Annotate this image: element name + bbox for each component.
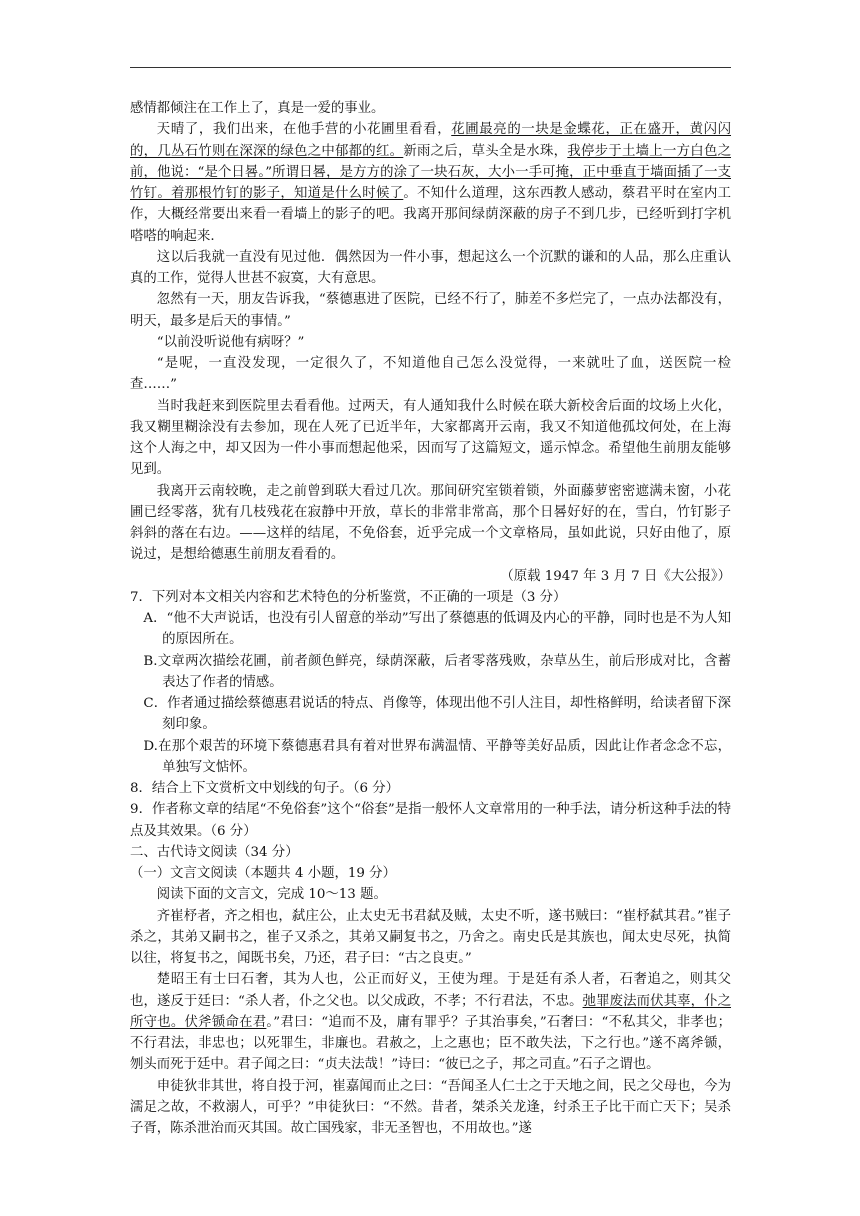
text-run: 忽然有一天，朋友告诉我，“蔡德惠进了医院，已经不行了，肺差不多烂完了，一点办法都没有，明天，最多是后天的事情。” [130,292,731,329]
paragraph [130,396,731,481]
text-run: 8．结合上下文赏析文中划线的句子。（6 分） [130,781,400,796]
paragraph [130,799,731,842]
underlined-sentence: 花圃最亮的一块是金蝶花，正在盛开，黄闪闪的，几丛石竹则在深深的绿色之中郁都的红。 [130,122,732,159]
text-run: 申徒狄非其世，将自投于河，崔嘉闻而止之曰：“吾闻圣人仁士之于天地之间，民之父母也，今为濡足之故，不救溺人，可乎？”申徒狄曰：“不然。昔者，桀杀关龙逢，纣杀王子比干而亡天下；吴杀子胥，陈杀泄治而灭其国。故亡国残家，非无圣智也，不用故也。”遂 [130,1078,731,1136]
text-run: “以前没听说他有病呀？” [156,334,305,350]
text-run: 二、古代诗文阅读（34 分） [130,844,299,860]
text-run: （原载 1947 年 3 月 7 日《大公报》） [500,568,731,584]
text-run: A．“他不大声说话，也没有引人留意的举动”写出了蔡德惠的低调及内心的平静，同时也是不为人知的原因所在。 [143,611,731,648]
text-run: D.在那个艰苦的环境下蔡德惠君具有着对世界布满温情、平静等美好品质，因此让作者念念不忘，单独写文惦怀。 [143,738,731,775]
paragraph [130,587,731,608]
paragraph [130,778,731,799]
paragraph [130,332,731,353]
paragraph [130,289,731,332]
underlined-sentence: 弛罪废法而伏其辜，仆之所守也。伏斧锧命在君 [130,993,732,1030]
text-run: 。”君曰：“追而不及，庸有罪乎？子其治事矣，”石奢曰：“不私其父，非孝也；不行君法，非忠也；以死罪生，非廉也。君赦之，上之惠也；臣不敢失法，下之行也。”遂不离斧锧，刎头而死于廷中。君子闻之曰：“贞夫法哉！”诗曰：“彼已之子，邦之司直。”石子之谓也。 [130,1014,732,1073]
paragraph [130,119,731,247]
text-run: “是呢，一直没发现，一定很久了，不知道他自己怎么没觉得，一来就吐了血，送医院一检查……” [130,356,731,393]
text-run: 楚昭王有士曰石奢，其为人也，公正而好义，王使为理。于是廷有杀人者，石奢追之，则其父也，遂反于廷曰：“杀人者，仆之父也。以父成政，不孝；不行君法，不忠。 [130,972,731,1009]
text-run: 这以后我就一直没有见过他．偶然因为一件小事，想起这么一个沉默的谦和的人品，那么庄重认真的工作，觉得人世甚不寂寞，大有意思。 [130,249,731,286]
paragraph [130,736,731,779]
paragraph [130,1076,731,1140]
header-rule [130,67,731,68]
paragraph [130,651,731,694]
text-run: 新雨之后，草头全是水珠， [403,143,568,159]
paragraph [130,608,731,651]
text-run: 我离开云南较晚，走之前曾到联大看过几次。那间研究室锁着锁，外面藤萝密密遮满未窗，小花圃已经零落，犹有几枝残花在寂静中开放，草长的非常非常高，那个日晷好好的在，雪白，竹钉影子斜斜的落在右边。——这样的结尾，不免俗套，近乎完成一个文章格局，虽如此说，只好由他了，原说过，是想给德惠生前朋友看看的。 [130,483,731,563]
text-run: 感情都倾注在工作上了，真是一爱的事业。 [130,101,385,116]
paragraph [130,842,731,863]
text-run: 7．下列对本文相关内容和艺术特色的分析鉴赏，不正确的一项是（3 分） [130,589,567,605]
text-run: 。不知什么道理，这东西教人感动，蔡君平时在室内工作，大概经常要出来看一看墙上的影子的吧。我离开那间绿荫深蔽的房子不到几步，已经听到打字机嗒嗒的响起来. [130,186,732,244]
exam-page-text [130,98,731,1139]
paragraph [130,353,731,396]
text-run: 当时我赶来到医院里去看看他。过两天，有人通知我什么时候在联大新校舍后面的坟场上火化，我又糊里糊涂没有去参加，现在人死了已近半年，大家都离开云南，我又不知道他孤坟何处，在上海这个人海之中，却又因为一件小事而想起他采，因而写了这篇短文，遥示悼念。希望他生前朋友能够见到。 [130,398,731,478]
text-run: C．作者通过描绘蔡德惠君说话的特点、肖像等，体现出他不引人注目，却性格鲜明，给读者留下深刻印象。 [143,696,731,733]
text-run: 9．作者称文章的结尾“不免俗套”这个“俗套”是指一般怀人文章常用的一种手法，请分析这种手法的特点及其效果。（6 分） [130,802,731,839]
paragraph [130,98,731,119]
text-run: 天晴了，我们出来，在他手营的小花圃里看看， [156,122,452,138]
paragraph [130,566,731,587]
paragraph [130,884,731,905]
paragraph [130,863,731,884]
underlined-sentence: 我停步于土墙上一方白色之前，他说：“是个日晷。”所谓日晷，是方方的涂了一块石灰，大小一手可掩，正中垂直于墙面插了一支竹钉。着那根竹钉的影子，知道是什么时候了 [130,143,732,201]
text-run: （一）文言文阅读（本题共 4 小题，19 分） [130,866,396,881]
paragraph [130,906,731,970]
paragraph [130,481,731,566]
paragraph [130,969,731,1075]
text-run: B.文章两次描绘花圃，前者颜色鲜亮，绿荫深蔽，后者零落残败，杂草丛生，前后形成对比，含蓄表达了作者的情感。 [143,653,731,690]
text-run: 阅读下面的文言文，完成 10～13 题。 [156,887,387,903]
paragraph [130,693,731,736]
paragraph [130,247,731,290]
text-run: 齐崔杼者，齐之相也，弑庄公，止太史无书君弑及贼，太史不听，遂书贼曰：“崔杼弑其君。”崔子杀之，其弟又嗣书之，崔子又杀之，其弟又嗣复书之，乃舍之。南史氏是其族也，闻太史尽死，执简以往，将复书之，闻既书矣，乃还，君子曰：“古之良吏。” [130,908,731,966]
